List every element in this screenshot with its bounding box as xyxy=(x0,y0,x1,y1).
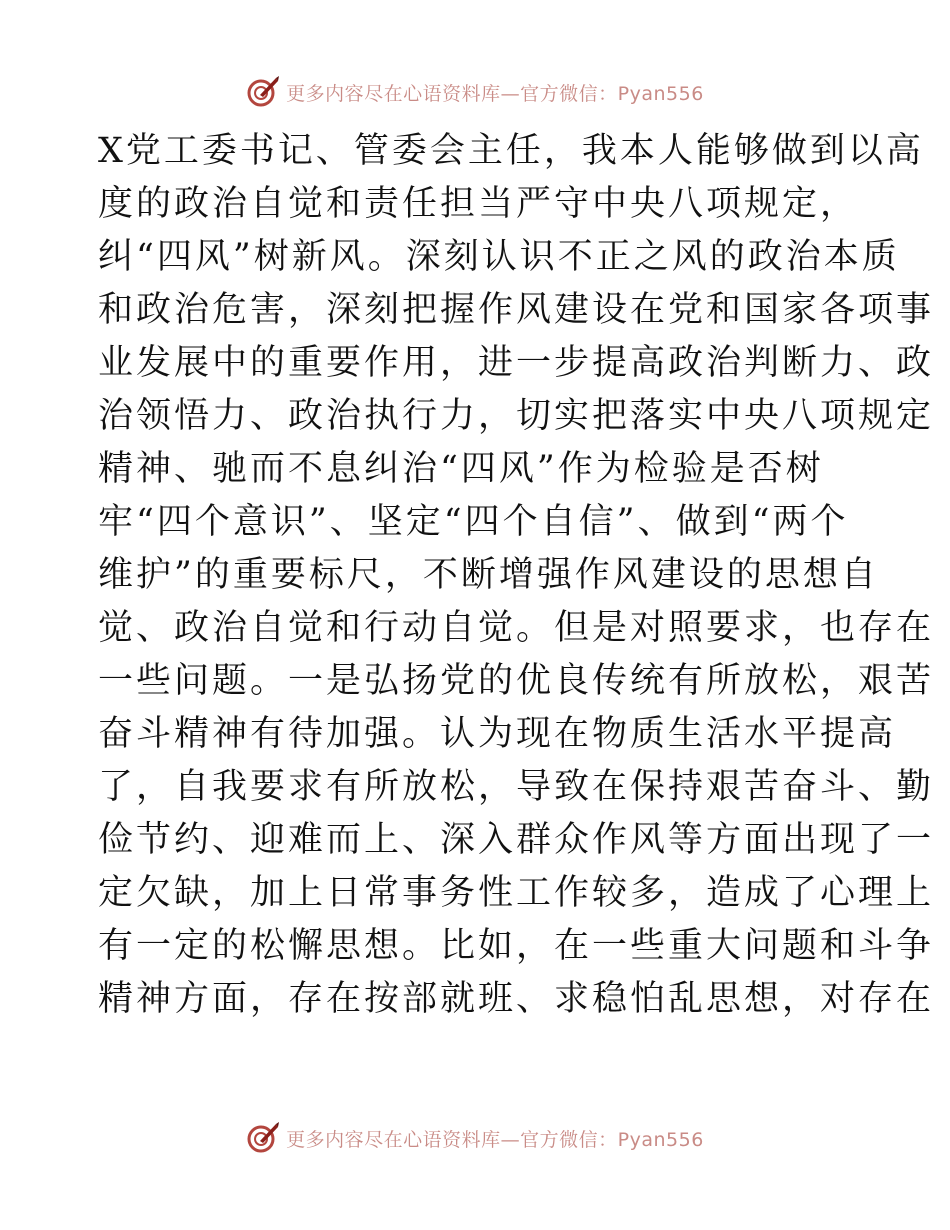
header-watermark xyxy=(0,72,950,112)
feather-circle-logo-icon xyxy=(246,1121,280,1155)
text-line: 纠“四风”树新风。深刻认识不正之风的政治本质 xyxy=(98,237,900,277)
text-line: 和政治危害，深刻把握作风建设在党和国家各项事 xyxy=(98,290,935,330)
footer-watermark xyxy=(0,1118,950,1158)
text-line: 了，自我要求有所放松，导致在保持艰苦奋斗、勤 xyxy=(98,767,935,807)
text-line: 定欠缺，加上日常事务性工作较多，造成了心理上 xyxy=(98,873,935,913)
text-line: 俭节约、迎难而上、深入群众作风等方面出现了一 xyxy=(98,820,935,860)
text-line: X党工委书记、管委会主任，我本人能够做到以高 xyxy=(98,131,924,171)
watermark-text: 更多内容尽在心语资料库—官方微信：Pyan556 xyxy=(286,82,704,105)
text-line: 治领悟力、政治执行力，切实把落实中央八项规定 xyxy=(98,396,935,436)
text-line: 觉、政治自觉和行动自觉。但是对照要求，也存在 xyxy=(98,608,935,648)
text-line: 精神、驰而不息纠治“四风”作为检验是否树 xyxy=(98,449,824,489)
text-line: 一些问题。一是弘扬党的优良传统有所放松，艰苦 xyxy=(98,661,935,701)
text-line: 度的政治自觉和责任担当严守中央八项规定， xyxy=(98,184,859,224)
text-line: 牢“四个意识”、坚定“四个自信”、做到“两个 xyxy=(98,502,849,542)
watermark-id: Pyan556 xyxy=(617,1128,704,1151)
watermark-text: 更多内容尽在心语资料库—官方微信：Pyan556 xyxy=(286,1128,704,1151)
text-line: 业发展中的重要作用，进一步提高政治判断力、政 xyxy=(98,343,935,383)
feather-circle-logo-icon xyxy=(246,75,280,109)
document-body xyxy=(98,125,935,1026)
text-line: 维护”的重要标尺，不断增强作风建设的思想自 xyxy=(98,555,879,595)
text-line: 有一定的松懈思想。比如，在一些重大问题和斗争 xyxy=(98,926,935,966)
watermark-id: Pyan556 xyxy=(617,82,704,105)
text-line: 奋斗精神有待加强。认为现在物质生活水平提高 xyxy=(98,714,897,754)
text-line: 精神方面，存在按部就班、求稳怕乱思想，对存在 xyxy=(98,979,935,1019)
